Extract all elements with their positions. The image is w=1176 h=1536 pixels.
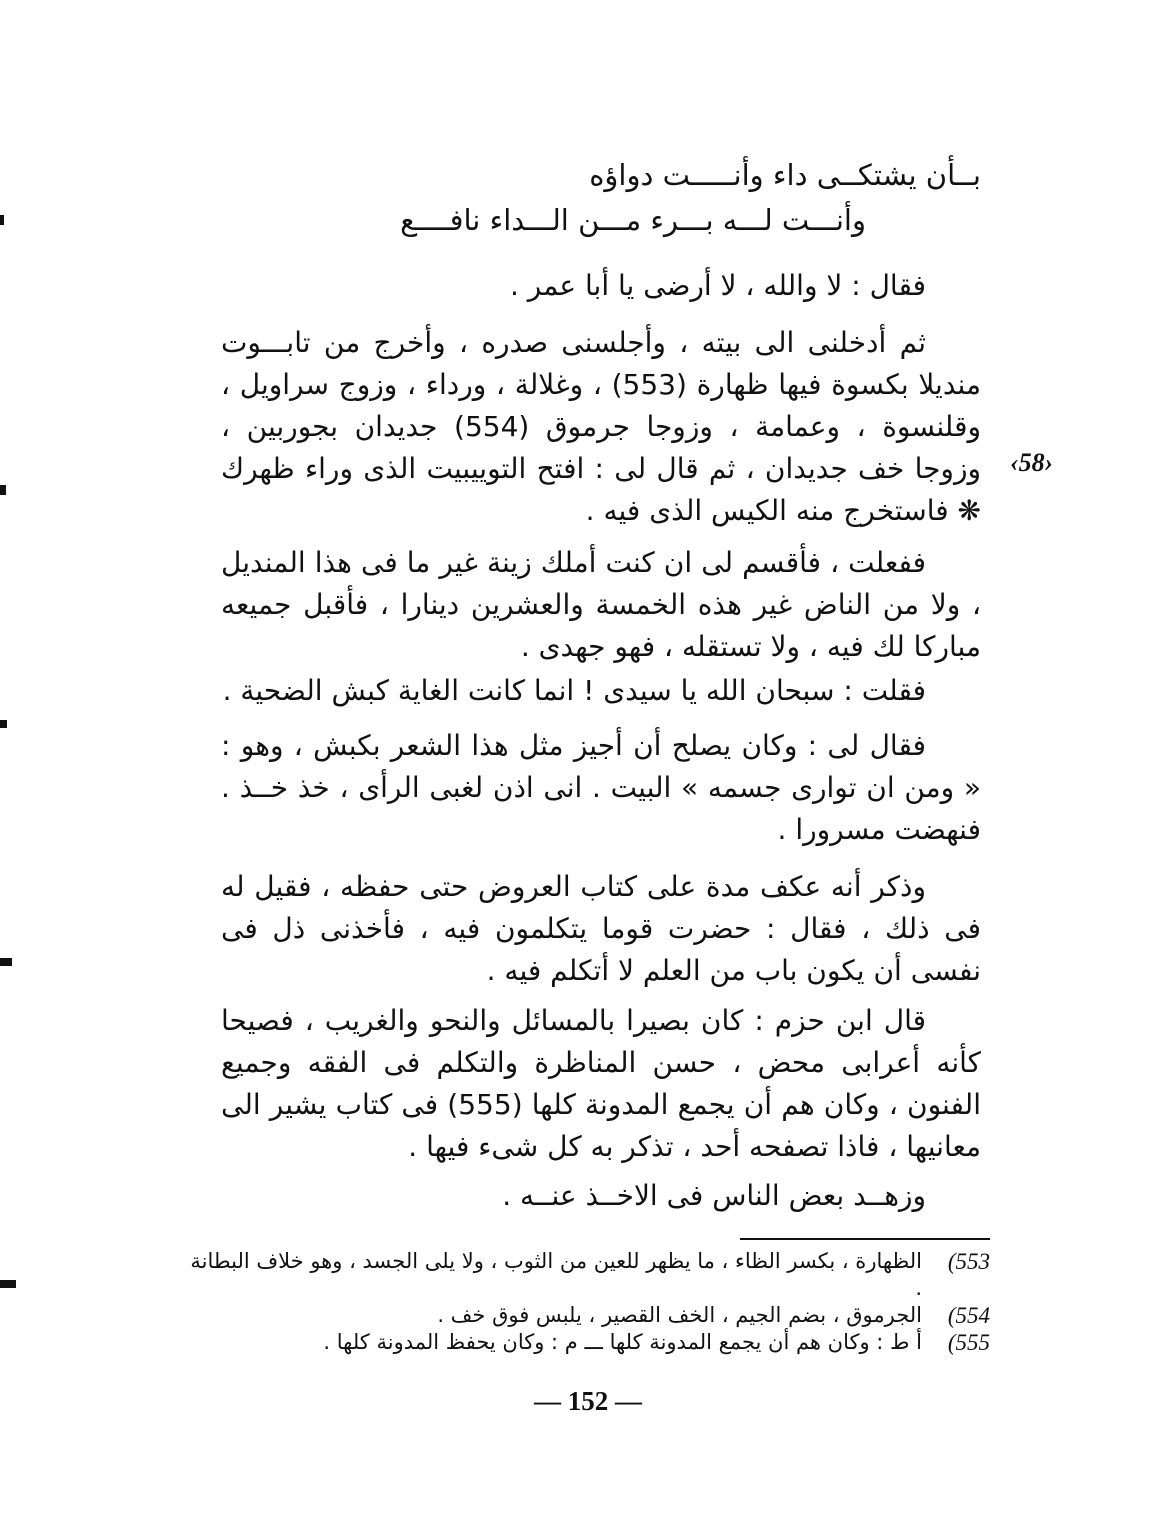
- footnote-text: الجرموق ، بضم الجيم ، الخف القصير ، يلبس فوق خف .: [437, 1303, 922, 1327]
- footnote-text: أ ط : وكان هم أن يجمع المدونة كلها ـــ م : وكان يحفظ المدونة كلها .: [323, 1330, 922, 1354]
- footnote-text: الظهارة ، بكسر الظاء ، ما يظهر للعين من الثوب ، ولا يلى الجسد ، وهو خلاف البطانة .: [190, 1249, 922, 1300]
- paragraph-3-text: ففعلت ، فأقسم لى ان كنت أملك زينة غير ما فى هذا المنديل ، ولا من الناض غير هذه الخمسة والعشرين دينارا ، فأقبل جميعه مباركا لك فيه ، ولا تستقله ، فهو جهدى .: [221, 546, 981, 663]
- paragraph-2-text: ثم أدخلنى الى بيته ، وأجلسنى صدره ، وأخرج من تابـــوت منديلا بكسوة فيها ظهارة (553) ، وغلالة ، ورداء ، وزوج سراويل ، وقلنسوة ، وعمامة ، وزوجا جرموق (554) جديدان بجوربين ، وزوجا خف جديدان ، ثم قال لى : افتح التوييبيت الذى وراء ظهرك ❋ فاستخرج منه الكيس الذى فيه .: [221, 326, 981, 527]
- paragraph-1-text: فقال : لا والله ، لا أرضى يا أبا عمر .: [509, 269, 926, 302]
- margin-folio-note: ‹58›: [1010, 448, 1054, 477]
- paragraph-4-text: فقلت : سبحان الله يا سيدى ! انما كانت الغاية كبش الضحية .: [222, 674, 926, 707]
- scan-artifact: [0, 720, 7, 728]
- paragraph-2: [221, 322, 981, 532]
- paragraph-6: [221, 866, 981, 992]
- poem-verse-1: بــأن يشتكــى داء وأنـــــت دواؤه: [589, 158, 981, 192]
- footnotes: [180, 1248, 990, 1356]
- paragraph-8: [281, 1175, 981, 1217]
- paragraph-5-text: فقال لى : وكان يصلح أن أجيز مثل هذا الشعر بكبش ، وهو : « ومن ان توارى جسمه » البيت . انى اذن لغبى الرأى ، خذ خــذ . فنهضت مسرورا .: [221, 729, 981, 846]
- page-number: — 152 —: [534, 1386, 642, 1416]
- footnote-divider: [740, 1238, 990, 1240]
- paragraph-1: [281, 265, 981, 307]
- poem-verse-2: وأنـــت لـــه بـــرء مـــن الـــداء نافــــع: [400, 203, 866, 237]
- footnote-553: [180, 1248, 990, 1302]
- paragraph-7: [221, 1000, 981, 1168]
- footnote-number: 555): [947, 1330, 990, 1355]
- paragraph-6-text: وذكر أنه عكف مدة على كتاب العروض حتى حفظه ، فقيل له فى ذلك ، فقال : حضرت قوما يتكلمون فيه ، فأخذنى ذل فى نفسى أن يكون باب من العلم لا أتكلم فيه .: [221, 870, 981, 987]
- paragraph-8-text: وزهــد بعض الناس فى الاخــذ عنــه .: [502, 1179, 926, 1212]
- paragraph-5: [221, 725, 981, 851]
- paragraph-4: [221, 670, 981, 712]
- footnote-554: [180, 1302, 990, 1329]
- footnote-number: 554): [947, 1303, 990, 1328]
- footnote-555: [180, 1329, 990, 1356]
- paragraph-7-text: قال ابن حزم : كان بصيرا بالمسائل والنحو والغريب ، فصيحا كأنه أعرابى محض ، حسن المناظرة والتكلم فى الفقه وجميع الفنون ، وكان هم أن يجمع المدونة كلها (555) فى كتاب يشير الى معانيها ، فاذا تصفحه أحد ، تذكر به كل شىء فيها .: [221, 1004, 981, 1163]
- scan-artifact: [0, 958, 12, 966]
- scan-artifact: [0, 485, 6, 495]
- footnote-number: 553): [947, 1249, 990, 1274]
- scan-artifact: [0, 215, 4, 225]
- paragraph-3: [221, 542, 981, 668]
- scan-artifact: [0, 1280, 16, 1288]
